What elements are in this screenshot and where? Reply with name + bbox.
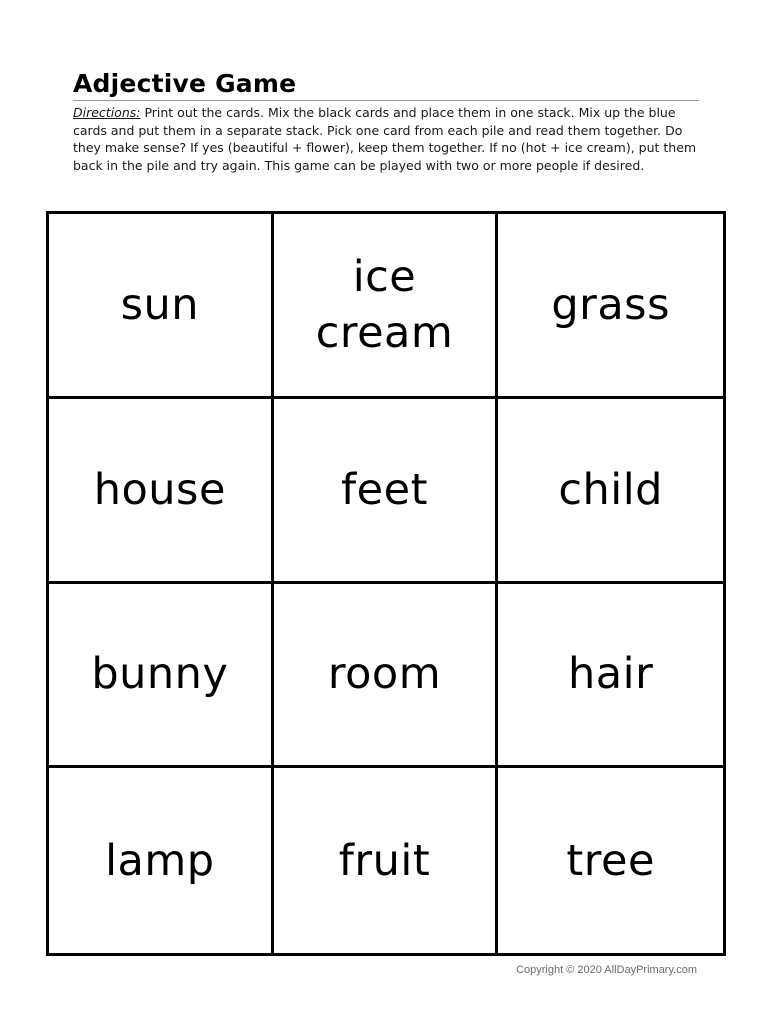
card-word: bunny xyxy=(91,649,229,700)
card-grid xyxy=(46,211,726,956)
directions-text: Print out the cards. Mix the black cards and place them in one stack. Mix up the blue cards and put them in a separate stack. Pick one card from each pile and read them together. Do they make sense? If yes (beautiful + flower), keep them together. If no (hot + ice cream), put them back in the pile and try again. This game can be played with two or more people if desired. xyxy=(73,105,697,173)
title-divider xyxy=(73,100,699,101)
card-house xyxy=(49,399,274,584)
card-word: sun xyxy=(120,279,200,330)
card-fruit xyxy=(274,768,499,953)
card-child xyxy=(498,399,723,584)
card-tree xyxy=(498,768,723,953)
card-hair xyxy=(498,584,723,769)
copyright-text: Copyright © 2020 AllDayPrimary.com xyxy=(516,964,697,976)
page-title: Adjective Game xyxy=(73,69,297,98)
card-bunny xyxy=(49,584,274,769)
card-word: grass xyxy=(551,279,670,330)
card-word: tree xyxy=(566,835,655,886)
directions-paragraph xyxy=(73,104,698,174)
card-lamp xyxy=(49,768,274,953)
directions-label: Directions: xyxy=(73,105,141,120)
card-word: room xyxy=(327,649,442,700)
card-word: fruit xyxy=(338,835,431,886)
card-grass xyxy=(498,214,723,399)
card-word: child xyxy=(558,464,663,515)
card-ice-cream xyxy=(274,214,499,399)
card-room xyxy=(274,584,499,769)
card-word: feet xyxy=(341,464,428,515)
card-sun xyxy=(49,214,274,399)
card-word: lamp xyxy=(105,835,215,886)
card-word: ice cream xyxy=(315,251,454,358)
card-word: hair xyxy=(568,649,654,700)
card-feet xyxy=(274,399,499,584)
card-word: house xyxy=(93,464,226,515)
